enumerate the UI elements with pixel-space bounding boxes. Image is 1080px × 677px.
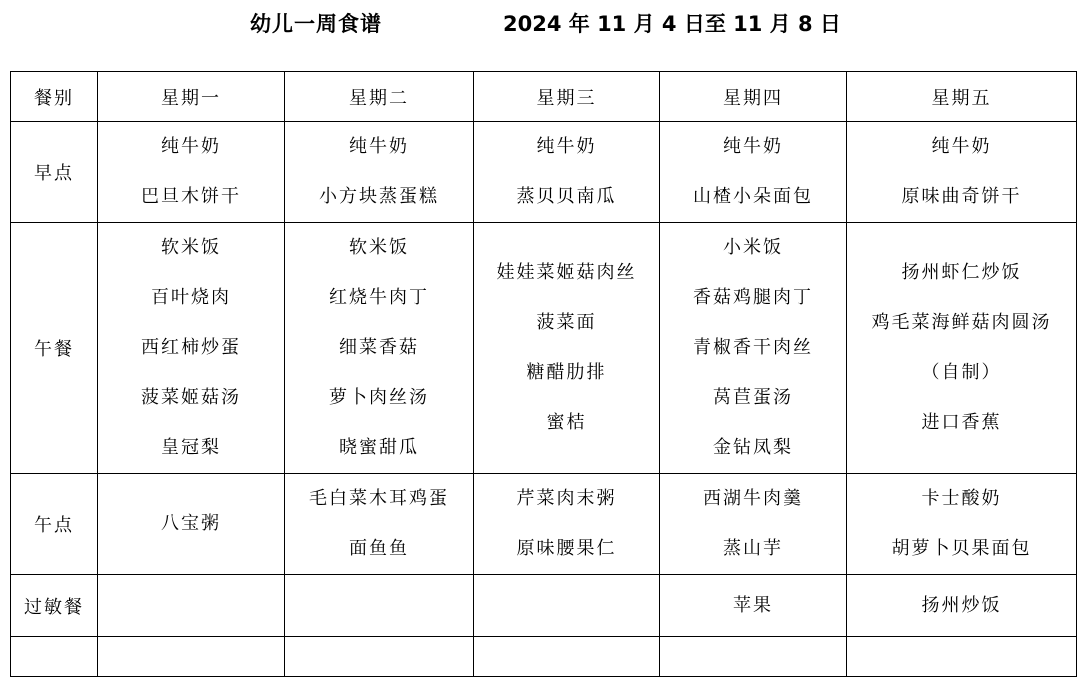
- menu-cell-allergy-meal-mon: [98, 575, 285, 637]
- table-row-allergy-meal: [11, 575, 1077, 637]
- dish-item: 胡萝卜贝果面包: [891, 538, 1032, 559]
- dish-item: 毛白菜木耳鸡蛋: [309, 488, 449, 509]
- dish-item: 皇冠梨: [161, 437, 221, 458]
- dish-item: 菠菜面: [536, 312, 597, 333]
- dish-item: 芹菜肉末粥: [516, 488, 617, 509]
- dish-item: 莴苣蛋汤: [713, 387, 793, 408]
- dish-item: 原味腰果仁: [516, 538, 617, 559]
- dish-item: 纯牛奶: [161, 136, 221, 157]
- meal-label-cell: [11, 122, 98, 223]
- menu-cell-lunch-thu: [660, 223, 847, 474]
- dish-item: 卡士酸奶: [921, 488, 1002, 509]
- menu-cell-afternoon-snack-wed: [474, 474, 660, 575]
- menu-cell-allergy-meal-wed: [474, 575, 660, 637]
- meal-label-cell: [11, 575, 98, 637]
- menu-cell-breakfast-thu: [660, 122, 847, 223]
- dish-item: 巴旦木饼干: [141, 186, 241, 207]
- menu-cell-afternoon-snack-tue: [285, 474, 474, 575]
- menu-cell-breakfast-tue: [285, 122, 474, 223]
- meal-label: 午点: [34, 515, 74, 536]
- dish-item: 细菜香菇: [339, 337, 419, 358]
- meal-label-cell: [11, 223, 98, 474]
- empty-cell: [847, 637, 1077, 677]
- empty-cell: [474, 637, 660, 677]
- menu-cell-breakfast-mon: [98, 122, 285, 223]
- dish-item: 香菇鸡腿肉丁: [693, 287, 813, 308]
- dish-item: 扬州虾仁炒饭: [901, 262, 1022, 283]
- menu-cell-breakfast-fri: [847, 122, 1077, 223]
- dish-item: 西红柿炒蛋: [141, 337, 241, 358]
- dish-item: 软米饭: [161, 237, 221, 258]
- dish-item: 西湖牛肉羹: [703, 488, 803, 509]
- dish-item: 鸡毛菜海鲜菇肉圆汤: [871, 312, 1052, 333]
- meal-label: 早点: [34, 163, 74, 184]
- menu-cell-breakfast-wed: [474, 122, 660, 223]
- dish-item: 苹果: [733, 594, 773, 616]
- dish-item: 蒸贝贝南瓜: [516, 186, 617, 207]
- dish-item: 青椒香干肉丝: [693, 337, 813, 358]
- table-row-lunch: [11, 223, 1077, 474]
- document-header: [0, 6, 1080, 40]
- empty-cell: [285, 637, 474, 677]
- dish-item: 八宝粥: [161, 513, 221, 534]
- weekly-menu-table: [10, 71, 1077, 677]
- empty-cell: [11, 637, 98, 677]
- dish-item: 百叶烧肉: [151, 287, 231, 308]
- dish-item: 萝卜肉丝汤: [329, 387, 429, 408]
- table-row-cut-off: [11, 637, 1077, 677]
- day-header-wed: 星期三: [474, 72, 660, 122]
- dish-item: 娃娃菜姬菇肉丝: [496, 262, 637, 283]
- menu-cell-lunch-tue: [285, 223, 474, 474]
- menu-cell-afternoon-snack-mon: [98, 474, 285, 575]
- meal-label-cell: [11, 474, 98, 575]
- dish-item: 扬州炒饭: [921, 594, 1002, 616]
- dish-item: 进口香蕉: [921, 412, 1002, 433]
- dish-item: 纯牛奶: [723, 136, 783, 157]
- corner-label: 餐别: [11, 72, 98, 122]
- menu-cell-afternoon-snack-fri: [847, 474, 1077, 575]
- dish-item: 纯牛奶: [931, 136, 992, 157]
- dish-item: 小米饭: [723, 237, 783, 258]
- empty-cell: [98, 637, 285, 677]
- dish-item: 红烧牛肉丁: [329, 287, 429, 308]
- dish-item: 山楂小朵面包: [693, 186, 813, 207]
- day-header-mon: 星期一: [98, 72, 285, 122]
- empty-cell: [660, 637, 847, 677]
- dish-item: 纯牛奶: [349, 136, 409, 157]
- menu-cell-lunch-wed: [474, 223, 660, 474]
- dish-item: 晓蜜甜瓜: [339, 437, 419, 458]
- menu-table-body: [11, 72, 1077, 677]
- table-header-row: [11, 72, 1077, 122]
- dish-item: 纯牛奶: [536, 136, 597, 157]
- date-range: 2024 年 11 月 4 日至 11 月 8 日: [503, 12, 841, 36]
- menu-title: 幼儿一周食谱: [250, 12, 382, 36]
- dish-item: 面鱼鱼: [349, 538, 409, 559]
- dish-item: 蜜桔: [546, 412, 587, 433]
- dish-item: 小方块蒸蛋糕: [319, 186, 439, 207]
- table-row-afternoon-snack: [11, 474, 1077, 575]
- dish-item: （自制）: [921, 362, 1002, 383]
- menu-cell-lunch-fri: [847, 223, 1077, 474]
- meal-label: 午餐: [34, 339, 74, 360]
- menu-cell-allergy-meal-thu: [660, 575, 847, 637]
- menu-cell-afternoon-snack-thu: [660, 474, 847, 575]
- dish-item: 菠菜姬菇汤: [141, 387, 241, 408]
- table-row-breakfast: [11, 122, 1077, 223]
- day-header-fri: 星期五: [847, 72, 1077, 122]
- meal-label: 过敏餐: [24, 596, 84, 618]
- dish-item: 蒸山芋: [723, 538, 783, 559]
- day-header-thu: 星期四: [660, 72, 847, 122]
- menu-cell-allergy-meal-tue: [285, 575, 474, 637]
- dish-item: 原味曲奇饼干: [901, 186, 1022, 207]
- dish-item: 金钻凤梨: [713, 437, 793, 458]
- menu-cell-allergy-meal-fri: [847, 575, 1077, 637]
- day-header-tue: 星期二: [285, 72, 474, 122]
- dish-item: 糖醋肋排: [526, 362, 607, 383]
- dish-item: 软米饭: [349, 237, 409, 258]
- menu-cell-lunch-mon: [98, 223, 285, 474]
